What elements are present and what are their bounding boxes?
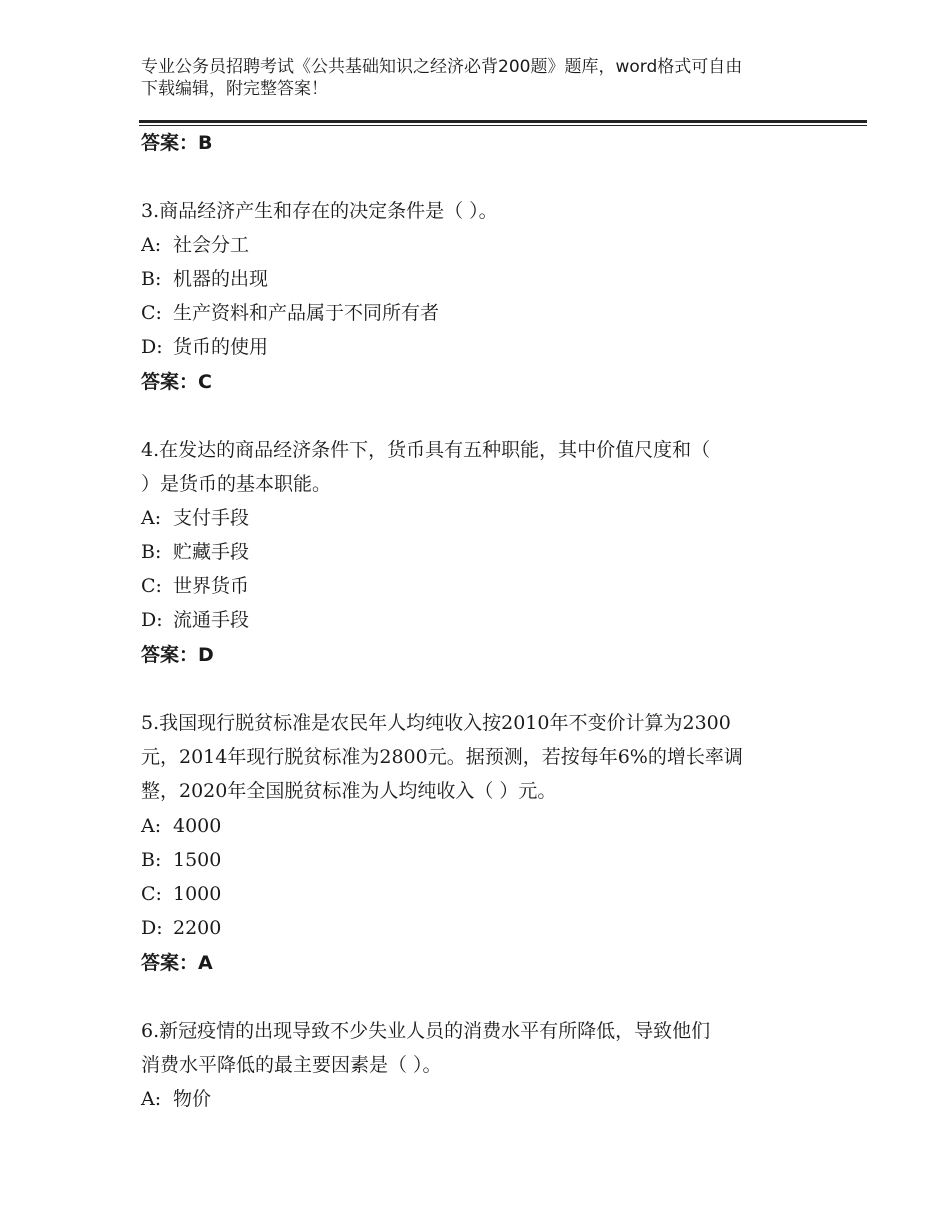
question-4-answer: 答案：D: [141, 644, 214, 666]
question-5-stem-line-2: 元，2014年现行脱贫标准为2800元。据预测，若按每年6%的增长率调: [141, 746, 743, 768]
option-text: 社会分工: [173, 234, 250, 256]
option-text: 贮藏手段: [173, 541, 250, 563]
option-text: 1000: [173, 883, 222, 905]
question-4-option-c: [141, 574, 249, 598]
option-text: 生产资料和产品属于不同所有者: [173, 302, 440, 324]
question-4-option-b: [141, 540, 249, 564]
header-line-1: 专业公务员招聘考试《公共基础知识之经济必背200题》题库，word格式可自由: [141, 57, 743, 77]
option-text: 支付手段: [173, 507, 250, 529]
option-text: 机器的出现: [173, 268, 269, 290]
option-label: C:: [141, 575, 162, 597]
option-text: 物价: [173, 1088, 212, 1110]
question-3-option-c: [141, 301, 439, 325]
question-5-stem-line-1: 5.我国现行脱贫标准是农民年人均纯收入按2010年不变价计算为2300: [141, 712, 731, 734]
header-divider-thin: [139, 125, 867, 126]
option-label: B:: [141, 541, 162, 563]
question-5-option-b: [141, 848, 221, 872]
option-label: A:: [141, 507, 162, 529]
option-label: D:: [141, 336, 163, 358]
option-label: A:: [141, 1088, 162, 1110]
question-6-option-a: [141, 1087, 211, 1111]
document-header: [141, 56, 821, 100]
option-text: 流通手段: [173, 609, 250, 631]
header-divider-thick: [139, 120, 867, 123]
header-line-2: 下载编辑，附完整答案！: [141, 79, 328, 99]
question-5-answer: 答案：A: [141, 952, 213, 974]
question-4-option-a: [141, 506, 249, 530]
option-text: 4000: [173, 815, 222, 837]
question-4-option-d: [141, 608, 249, 632]
question-4-stem-line-2: ）是货币的基本职能。: [141, 473, 332, 495]
option-label: C:: [141, 883, 162, 905]
option-label: A:: [141, 815, 162, 837]
question-5-option-c: [141, 882, 221, 906]
question-3-option-b: [141, 267, 268, 291]
option-label: A:: [141, 234, 162, 256]
answer-prev: 答案：B: [141, 132, 213, 154]
question-3-answer: 答案：C: [141, 371, 212, 393]
option-label: B:: [141, 268, 162, 290]
question-3-option-d: [141, 335, 268, 359]
option-label: D:: [141, 917, 163, 939]
question-5-option-d: [141, 916, 221, 940]
question-4-stem-line-1: 4.在发达的商品经济条件下，货币具有五种职能，其中价值尺度和（: [141, 439, 711, 461]
option-text: 世界货币: [173, 575, 250, 597]
question-5-stem-line-3: 整，2020年全国脱贫标准为人均纯收入（ ）元。: [141, 780, 557, 802]
option-label: B:: [141, 849, 162, 871]
question-5-option-a: [141, 814, 221, 838]
question-3-option-a: [141, 233, 249, 257]
question-3-stem: 3.商品经济产生和存在的决定条件是（ ）。: [141, 200, 498, 222]
question-6-stem-line-1: 6.新冠疫情的出现导致不少失业人员的消费水平有所降低，导致他们: [141, 1020, 711, 1042]
option-text: 1500: [173, 849, 222, 871]
option-text: 2200: [173, 917, 222, 939]
option-text: 货币的使用: [173, 336, 269, 358]
option-label: D:: [141, 609, 163, 631]
question-6-stem-line-2: 消费水平降低的最主要因素是（ ）。: [141, 1054, 442, 1076]
option-label: C:: [141, 302, 162, 324]
